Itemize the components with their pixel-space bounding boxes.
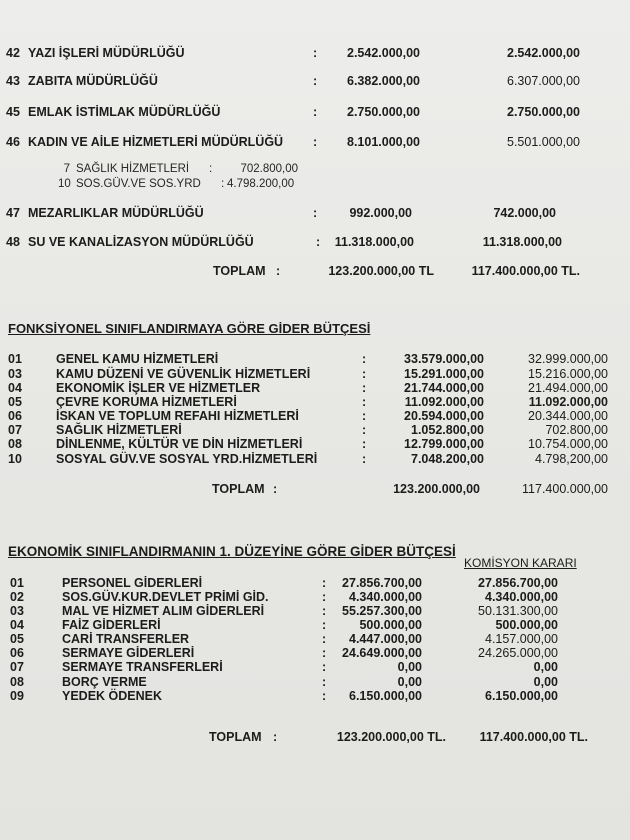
row-separator: : <box>362 395 367 409</box>
table-row <box>0 73 630 89</box>
sub-row-name: SOS.GÜV.VE SOS.YRD <box>76 178 201 190</box>
row-value-b: 0,00 <box>533 675 558 689</box>
row-value-b: 50.131.300,00 <box>478 604 558 618</box>
row-number: 07 <box>8 423 22 437</box>
sub-row-separator: : <box>209 163 213 175</box>
row-value-b: 4.798,200,00 <box>535 452 608 466</box>
total-row <box>0 481 630 497</box>
row-value-a: 21.744.000,00 <box>404 381 484 395</box>
row-number: 06 <box>10 646 24 660</box>
row-separator: : <box>316 235 321 249</box>
row-value-b: 32.999.000,00 <box>528 352 608 366</box>
row-number: 05 <box>10 632 24 646</box>
sub-row-number: 10 <box>58 178 71 190</box>
row-value-b: 2.542.000,00 <box>507 46 580 60</box>
row-number: 07 <box>10 660 24 674</box>
row-value-a: 0,00 <box>397 675 422 689</box>
row-number: 09 <box>10 689 24 703</box>
table-row <box>0 351 630 367</box>
sub-row-separator: : <box>221 178 225 190</box>
row-name: SAĞLIK HİZMETLERİ <box>56 423 182 437</box>
row-number: 05 <box>8 395 22 409</box>
total-label: TOPLAM <box>213 264 266 278</box>
row-name: EKONOMİK İŞLER VE HİZMETLER <box>56 381 261 395</box>
row-name: YAZI İŞLERİ MÜDÜRLÜĞÜ <box>28 46 185 60</box>
row-number: 04 <box>10 618 24 632</box>
row-value-a: 12.799.000,00 <box>404 437 484 451</box>
row-value-b: 6.150.000,00 <box>485 689 558 703</box>
row-separator: : <box>313 206 318 220</box>
row-name: FAİZ GİDERLERİ <box>62 618 161 632</box>
table-row <box>0 659 630 675</box>
row-value-b: 5.501.000,00 <box>507 135 580 149</box>
row-name: EMLAK İSTİMLAK MÜDÜRLÜĞÜ <box>28 105 221 119</box>
row-number: 48 <box>6 235 20 249</box>
row-separator: : <box>322 689 327 703</box>
row-value-a: 7.048.200,00 <box>411 452 484 466</box>
row-separator: : <box>322 646 327 660</box>
total-value-a: 123.200.000,00 TL. <box>336 730 446 744</box>
total-label: TOPLAM <box>209 730 262 744</box>
row-value-a: 2.542.000,00 <box>347 46 420 60</box>
table-row <box>0 436 630 452</box>
row-number: 42 <box>6 46 20 60</box>
row-value-a: 27.856.700,00 <box>342 576 422 590</box>
row-value-a: 6.150.000,00 <box>349 689 422 703</box>
total-value-a: 123.200.000,00 TL <box>328 264 434 278</box>
row-number: 06 <box>8 409 22 423</box>
row-separator: : <box>362 452 367 466</box>
table-row <box>0 104 630 120</box>
row-name: MEZARLIKLAR MÜDÜRLÜĞÜ <box>28 206 204 220</box>
row-number: 08 <box>10 675 24 689</box>
row-number: 08 <box>8 437 22 451</box>
total-separator: : <box>276 264 281 278</box>
row-value-b: 2.750.000,00 <box>507 105 580 119</box>
row-value-b: 11.092.000,00 <box>528 395 608 409</box>
table-row <box>0 688 630 704</box>
row-number: 45 <box>6 105 20 119</box>
row-separator: : <box>362 381 367 395</box>
row-name: SERMAYE TRANSFERLERİ <box>62 660 223 674</box>
row-separator: : <box>362 352 367 366</box>
row-value-a: 500.000,00 <box>359 618 422 632</box>
sub-row-value: 4.798.200,00 <box>227 178 295 190</box>
sub-row-value: 702.800,00 <box>240 163 298 175</box>
row-name: MAL VE HİZMET ALIM GİDERLERİ <box>62 604 265 618</box>
row-name: KADIN VE AİLE HİZMETLERİ MÜDÜRLÜĞÜ <box>28 135 284 149</box>
total-separator: : <box>273 730 278 744</box>
table-row <box>0 45 630 61</box>
row-number: 01 <box>10 576 24 590</box>
row-value-a: 992.000,00 <box>349 206 412 220</box>
row-value-a: 4.340.000,00 <box>349 590 422 604</box>
row-separator: : <box>362 409 367 423</box>
row-separator: : <box>322 618 327 632</box>
table-row <box>0 134 630 150</box>
row-value-b: 27.856.700,00 <box>478 576 558 590</box>
total-value-b: 117.400.000,00 TL. <box>471 264 580 278</box>
row-value-a: 55.257.300,00 <box>342 604 422 618</box>
row-separator: : <box>322 660 327 674</box>
row-number: 03 <box>10 604 24 618</box>
row-number: 02 <box>10 590 24 604</box>
row-value-b: 500.000,00 <box>495 618 558 632</box>
row-value-a: 20.594.000,00 <box>404 409 484 423</box>
row-number: 03 <box>8 367 22 381</box>
row-value-b: 4.340.000,00 <box>485 590 558 604</box>
sub-row <box>0 162 630 176</box>
row-separator: : <box>313 46 318 60</box>
row-number: 43 <box>6 74 20 88</box>
row-name: ZABITA MÜDÜRLÜĞÜ <box>28 74 158 88</box>
row-name: İSKAN VE TOPLUM REFAHI HİZMETLERİ <box>56 409 299 423</box>
row-number: 04 <box>8 381 22 395</box>
row-value-a: 11.318.000,00 <box>334 235 414 249</box>
row-name: ÇEVRE KORUMA HİZMETLERİ <box>56 395 237 409</box>
row-separator: : <box>362 423 367 437</box>
table-row <box>0 234 630 250</box>
row-separator: : <box>322 632 327 646</box>
table-row <box>0 205 630 221</box>
row-value-b: 15.216.000,00 <box>528 367 608 381</box>
row-separator: : <box>313 135 318 149</box>
row-value-a: 0,00 <box>397 660 422 674</box>
row-separator: : <box>313 74 318 88</box>
total-value-b: 117.400.000,00 <box>522 482 608 496</box>
row-separator: : <box>362 437 367 451</box>
section-title: FONKSİYONEL SINIFLANDIRMAYA GÖRE GİDER BÜTÇESİ <box>8 321 371 336</box>
row-value-b: 11.318.000,00 <box>482 235 562 249</box>
row-value-b: 702.800,00 <box>545 423 608 437</box>
row-number: 46 <box>6 135 20 149</box>
row-name: DİNLENME, KÜLTÜR VE DİN HİZMETLERİ <box>56 437 303 451</box>
row-separator: : <box>322 675 327 689</box>
row-value-b: 0,00 <box>533 660 558 674</box>
row-value-a: 4.447.000,00 <box>349 632 422 646</box>
row-name: GENEL KAMU HİZMETLERİ <box>56 352 219 366</box>
row-name: PERSONEL GİDERLERİ <box>62 576 203 590</box>
total-value-b: 117.400.000,00 TL. <box>479 730 588 744</box>
row-name: SOSYAL GÜV.VE SOSYAL YRD.HİZMETLERİ <box>56 452 318 466</box>
row-value-b: 24.265.000,00 <box>478 646 558 660</box>
section-title: EKONOMİK SINIFLANDIRMANIN 1. DÜZEYİNE GÖRE GİDER BÜTÇESİ <box>8 544 456 559</box>
row-separator: : <box>322 576 327 590</box>
row-value-b: 21.494.000,00 <box>528 381 608 395</box>
row-value-a: 33.579.000,00 <box>404 352 484 366</box>
row-name: KAMU DÜZENİ VE GÜVENLİK HİZMETLERİ <box>56 367 311 381</box>
row-value-a: 8.101.000,00 <box>347 135 420 149</box>
total-value-a: 123.200.000,00 <box>393 482 480 496</box>
row-separator: : <box>322 604 327 618</box>
row-value-b: 10.754.000,00 <box>528 437 608 451</box>
row-value-a: 6.382.000,00 <box>347 74 420 88</box>
row-name: BORÇ VERME <box>62 675 147 689</box>
row-separator: : <box>313 105 318 119</box>
row-value-a: 2.750.000,00 <box>347 105 420 119</box>
row-value-a: 1.052.800,00 <box>411 423 484 437</box>
row-value-a: 24.649.000,00 <box>342 646 422 660</box>
row-value-a: 11.092.000,00 <box>404 395 484 409</box>
row-name: SU VE KANALİZASYON MÜDÜRLÜĞÜ <box>28 235 254 249</box>
total-row <box>0 263 630 279</box>
total-label: TOPLAM <box>212 482 265 496</box>
column-header: KOMİSYON KARARI <box>464 556 577 570</box>
row-value-a: 15.291.000,00 <box>404 367 484 381</box>
row-number: 01 <box>8 352 22 366</box>
row-separator: : <box>362 367 367 381</box>
row-value-b: 4.157.000,00 <box>485 632 558 646</box>
row-name: SERMAYE GİDERLERİ <box>62 646 195 660</box>
row-name: SOS.GÜV.KUR.DEVLET PRİMİ GİD. <box>62 590 269 604</box>
total-separator: : <box>273 482 278 496</box>
row-separator: : <box>322 590 327 604</box>
table-row <box>0 451 630 467</box>
row-value-b: 6.307.000,00 <box>507 74 580 88</box>
sub-row <box>0 177 630 191</box>
row-number: 10 <box>8 452 22 466</box>
total-row <box>0 729 630 745</box>
row-value-b: 20.344.000,00 <box>528 409 608 423</box>
row-name: YEDEK ÖDENEK <box>62 689 163 703</box>
row-name: CARİ TRANSFERLER <box>62 632 190 646</box>
sub-row-number: 7 <box>63 163 70 175</box>
row-number: 47 <box>6 206 20 220</box>
row-value-b: 742.000,00 <box>493 206 556 220</box>
sub-row-name: SAĞLIK HİZMETLERİ <box>76 163 190 175</box>
